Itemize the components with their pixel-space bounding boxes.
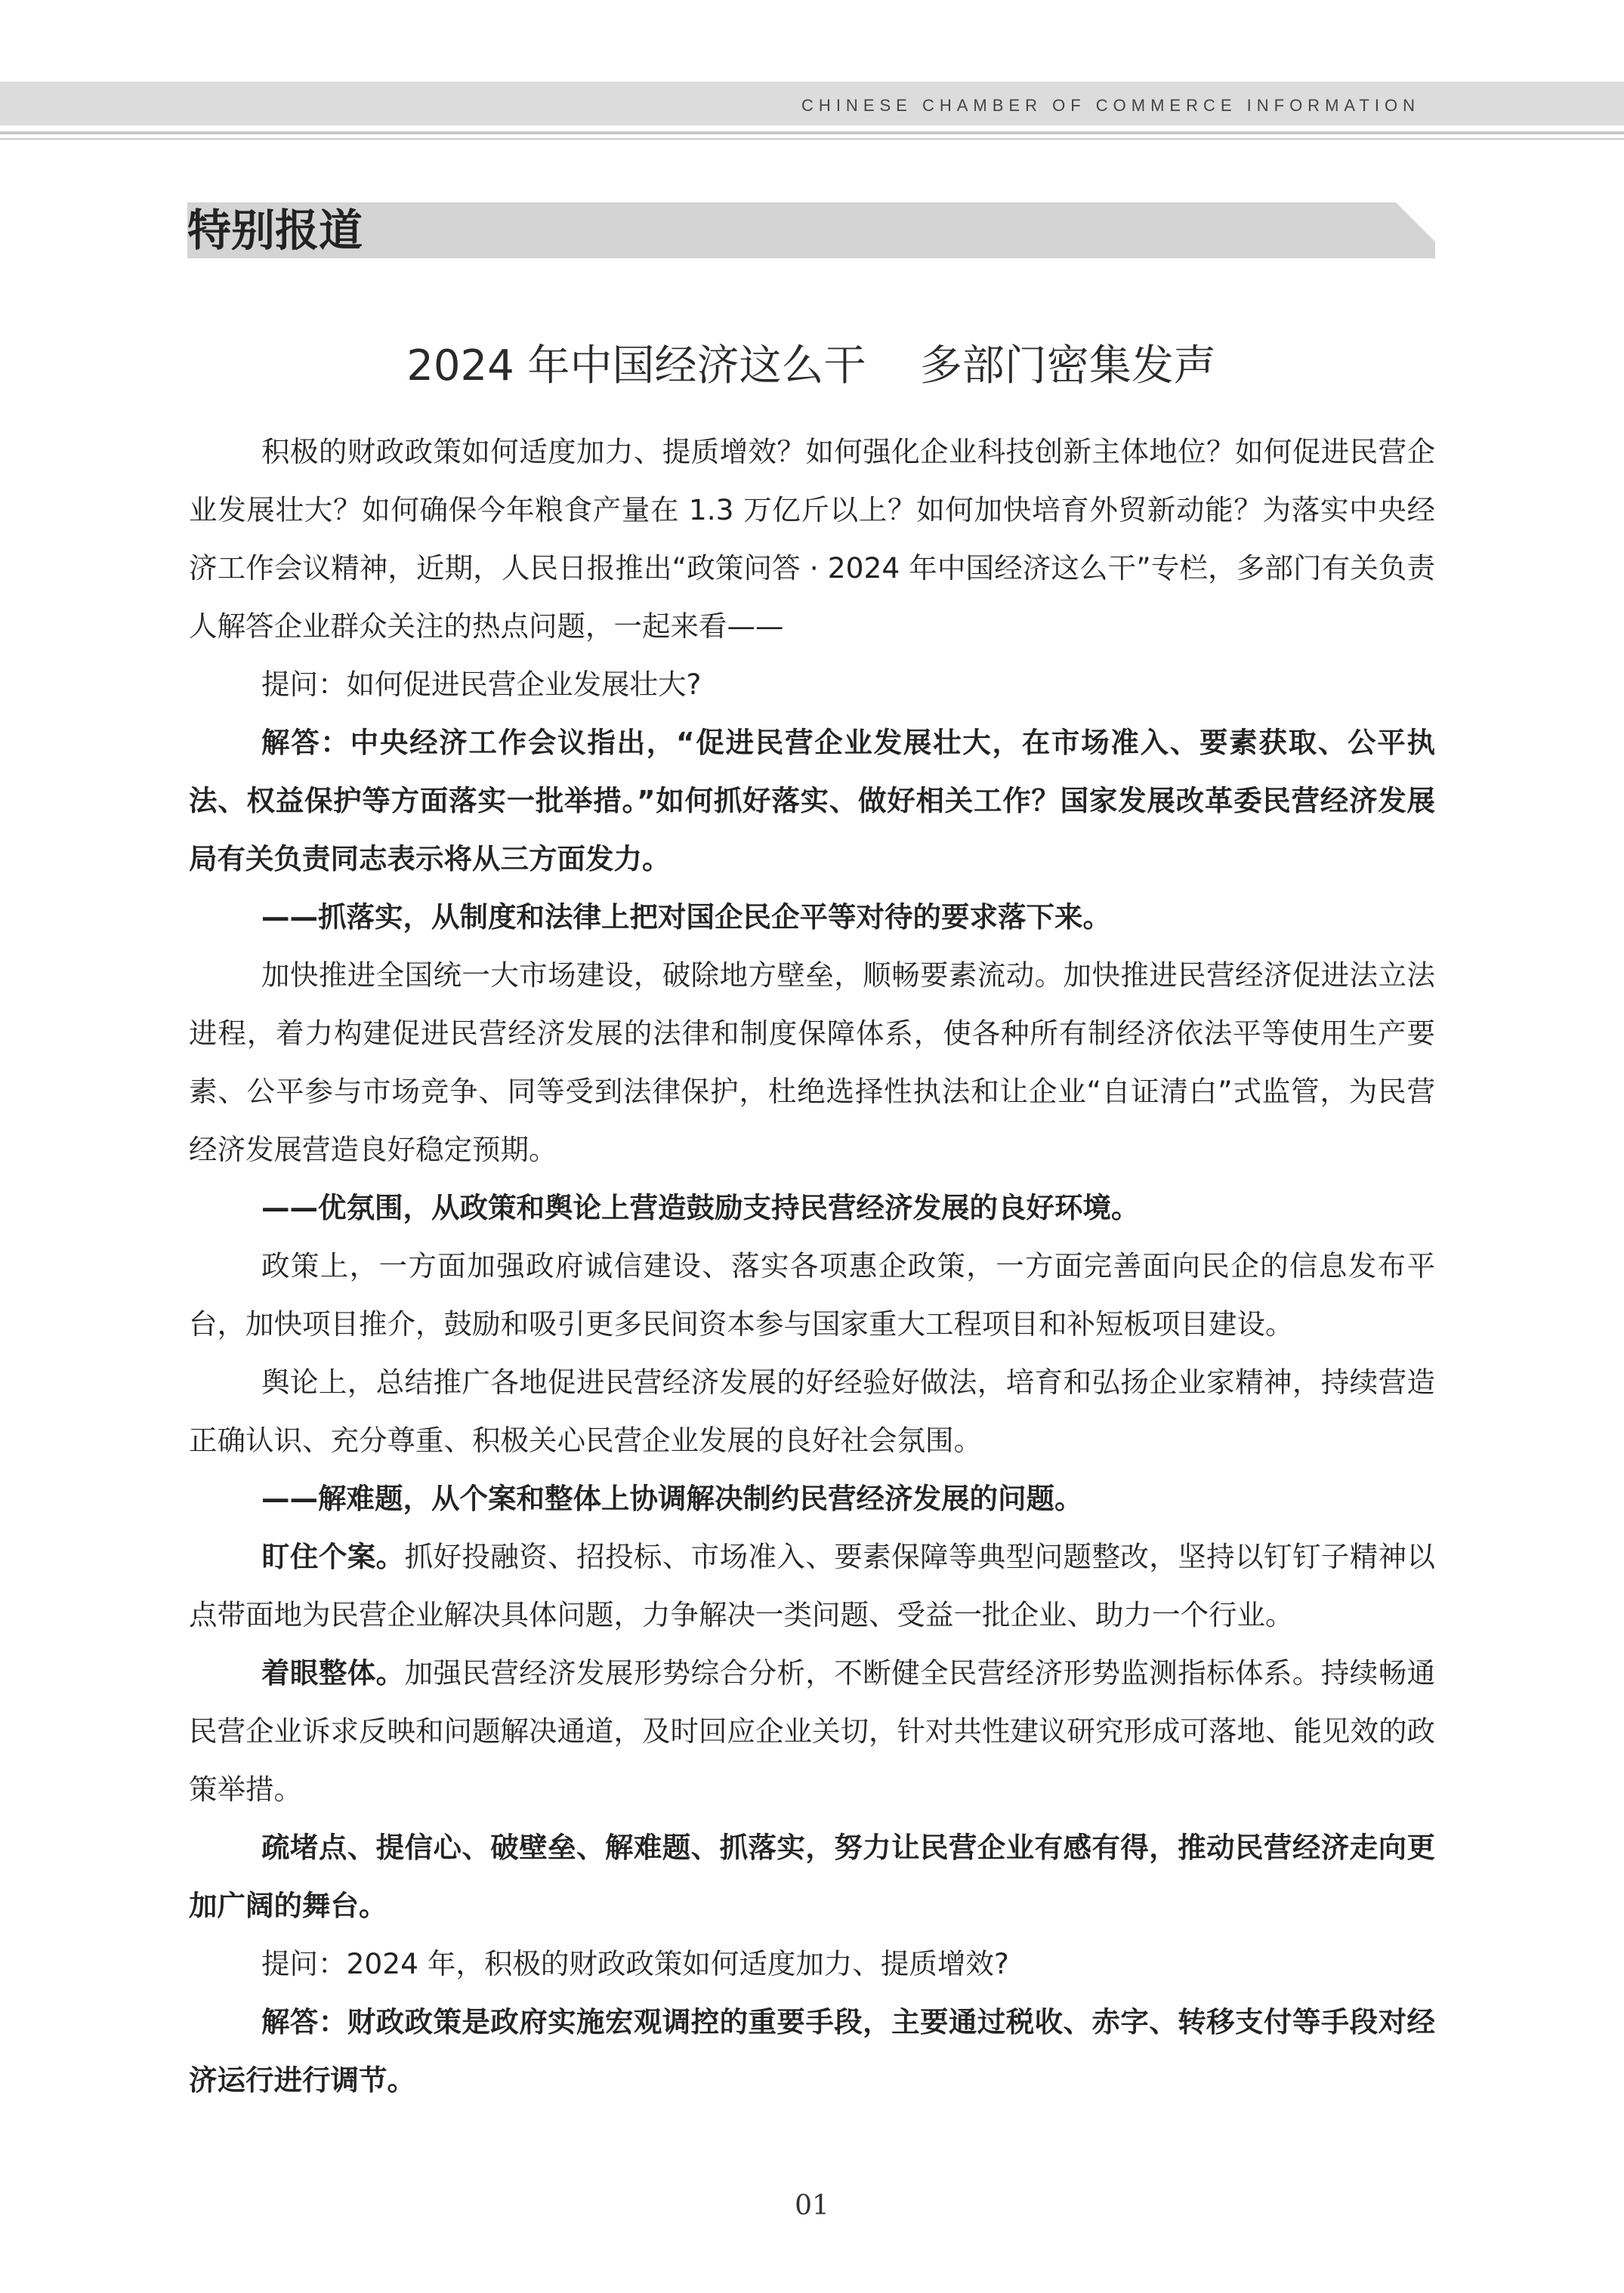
page-number: 01 bbox=[795, 2190, 829, 2221]
publication-name: CHINESE CHAMBER OF COMMERCE INFORMATION bbox=[801, 96, 1420, 115]
intro-paragraph: 积极的财政政策如何适度加力、提质增效？如何强化企业科技创新主体地位？如何促进民营企业发展壮大？如何确保今年粮食产量在 1.3 万亿斤以上？如何加快培育外贸新动能？为落实中央经济工作会议精神，近期，人民日报推出“政策问答 · 2024 年中国经济这么干”专栏，多部门有关负责人解答企业群众关注的热点问题，一起来看—— bbox=[189, 435, 1435, 643]
paragraph-4-lead: 盯住个案。 bbox=[261, 1540, 405, 1573]
article-title: 2024 年中国经济这么干 多部门密集发声 bbox=[406, 341, 1216, 390]
question-2: 提问：2024 年，积极的财政政策如何适度加力、提质增效? bbox=[261, 1947, 1009, 1980]
subheading-1: ——抓落实，从制度和法律上把对国企民企平等对待的要求落下来。 bbox=[261, 900, 1111, 934]
paragraph-4-text: 抓好投融资、招投标、市场准入、要素保障等典型问题整改，坚持以钉钉子精神以点带面地为民营企业解决具体问题，力争解决一类问题、受益一批企业、助力一个行业。 bbox=[189, 1540, 1435, 1631]
summary-paragraph: 疏堵点、提信心、破壁垒、解难题、抓落实，努力让民营企业有感有得，推动民营经济走向更加广阔的舞台。 bbox=[189, 1831, 1435, 1922]
paragraph-3: 舆论上，总结推广各地促进民营经济发展的好经验好做法，培育和弘扬企业家精神，持续营造正确认识、充分尊重、积极关心民营企业发展的良好社会氛围。 bbox=[189, 1366, 1435, 1457]
question-1: 提问：如何促进民营企业发展壮大? bbox=[261, 668, 702, 701]
subheading-3: ——解难题，从个案和整体上协调解决制约民营经济发展的问题。 bbox=[261, 1482, 1083, 1515]
header-rule bbox=[0, 131, 1624, 134]
article-body bbox=[189, 423, 1435, 2109]
answer-2: 解答：财政政策是政府实施宏观调控的重要手段，主要通过税收、赤字、转移支付等手段对经济运行进行调节。 bbox=[189, 2005, 1435, 2097]
section-banner bbox=[187, 202, 1435, 258]
paragraph-2: 政策上，一方面加强政府诚信建设、落实各项惠企政策，一方面完善面向民企的信息发布平台，加快项目推介，鼓励和吸引更多民间资本参与国家重大工程项目和补短板项目建设。 bbox=[189, 1249, 1435, 1341]
paragraph-4 bbox=[189, 1528, 1435, 1644]
paragraph-5 bbox=[189, 1644, 1435, 1819]
header-rule-thin bbox=[0, 138, 1624, 140]
paragraph-5-lead: 着眼整体。 bbox=[261, 1656, 405, 1690]
section-title: 特别报道 bbox=[187, 205, 363, 256]
answer-1: 解答：中央经济工作会议指出，“促进民营企业发展壮大，在市场准入、要素获取、公平执法、权益保护等方面落实一批举措。”如何抓好落实、做好相关工作？国家发展改革委民营经济发展局有关负责同志表示将从三方面发力。 bbox=[189, 726, 1435, 875]
paragraph-5-text: 加强民营经济发展形势综合分析，不断健全民营经济形势监测指标体系。持续畅通民营企业诉求反映和问题解决通道，及时回应企业关切，针对共性建议研究形成可落地、能见效的政策举措。 bbox=[189, 1656, 1435, 1806]
paragraph-1: 加快推进全国统一大市场建设，破除地方壁垒，顺畅要素流动。加快推进民营经济促进法立法进程，着力构建促进民营经济发展的法律和制度保障体系，使各种所有制经济依法平等使用生产要素、公平参与市场竞争、同等受到法律保护，杜绝选择性执法和让企业“自证清白”式监管，为民营经济发展营造良好稳定预期。 bbox=[189, 958, 1435, 1166]
subheading-2: ——优氛围，从政策和舆论上营造鼓励支持民营经济发展的良好环境。 bbox=[261, 1191, 1140, 1224]
